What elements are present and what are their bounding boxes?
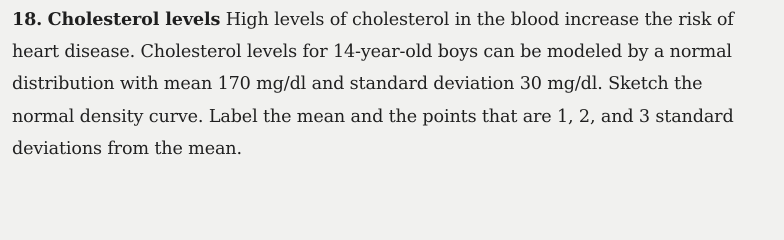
exercise-number: 18.: [12, 9, 43, 30]
text-line-1-body: High levels of cholesterol in the blood increase the risk of: [225, 10, 734, 30]
text-line-5: deviations from the mean.: [12, 138, 242, 159]
text-line-4: normal density curve. Label the mean and the points that are 1, 2, and 3 standard: [12, 106, 734, 127]
text-line-2: heart disease. Cholesterol levels for 14-year-old boys can be modeled by a normal: [12, 42, 732, 63]
exercise-heading: Cholesterol levels: [47, 9, 221, 30]
text-line-1: [12, 4, 782, 36]
text-line-3: distribution with mean 170 mg/dl and standard deviation 30 mg/dl. Sketch the: [12, 74, 703, 95]
exercise-18: [12, 4, 782, 165]
